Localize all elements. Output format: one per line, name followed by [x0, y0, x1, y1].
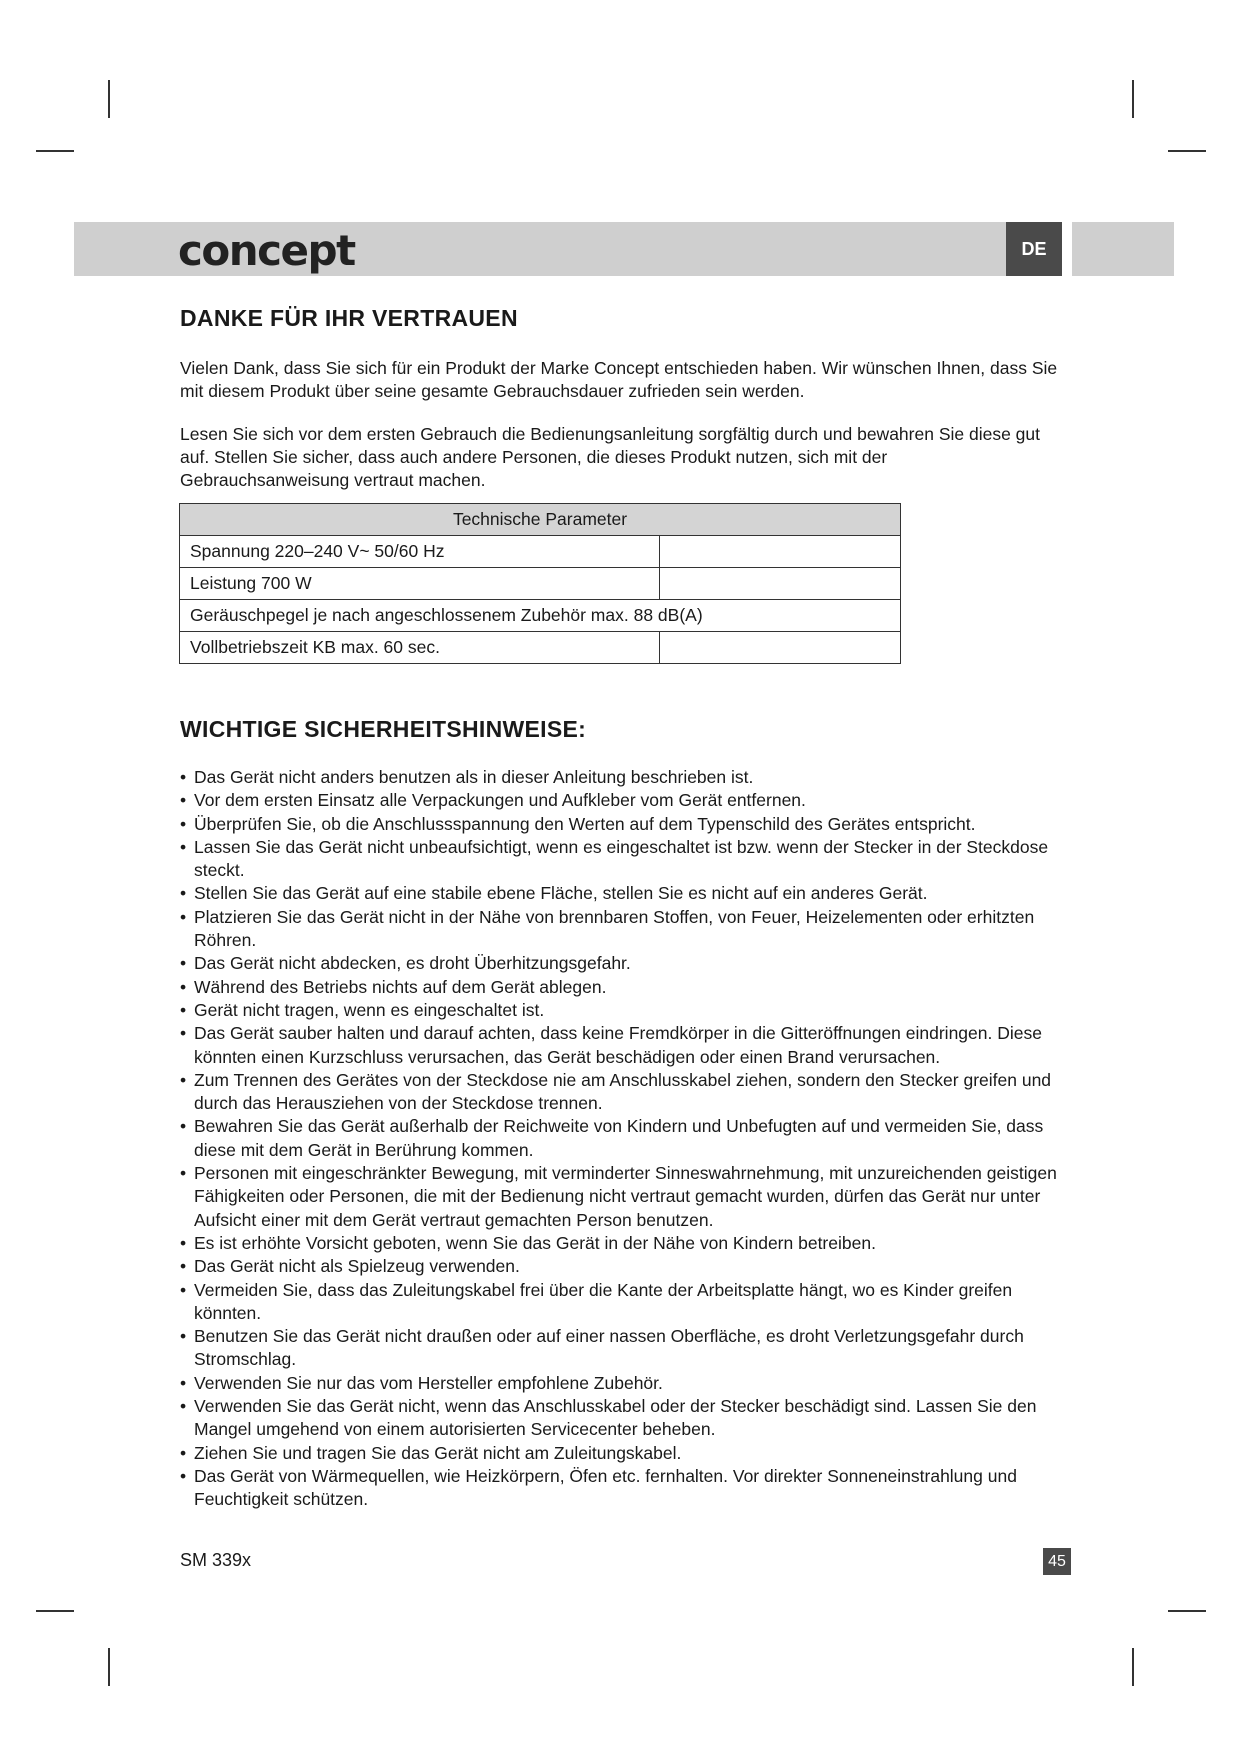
- list-item-text: Überprüfen Sie, ob die Anschlussspannung den Werten auf dem Typenschild des Gerätes entspricht.: [194, 813, 976, 834]
- list-item: [180, 1162, 1065, 1232]
- list-item-text: Das Gerät nicht anders benutzen als in dieser Anleitung beschrieben ist.: [194, 767, 754, 787]
- page-number: 45: [1043, 1548, 1071, 1575]
- table-row: [180, 600, 901, 632]
- list-item: [180, 836, 1065, 883]
- list-item: [180, 1395, 1065, 1442]
- bullet-icon: •: [180, 1256, 187, 1277]
- bullet-icon: •: [180, 976, 187, 997]
- crop-mark: [108, 80, 110, 118]
- list-item-text: Das Gerät nicht als Spielzeug verwenden.: [194, 1256, 520, 1277]
- bullet-icon: •: [180, 1232, 187, 1253]
- table-row: [180, 536, 901, 568]
- crop-mark: [36, 150, 74, 152]
- crop-mark: [1132, 1648, 1134, 1686]
- list-item-text: Personen mit eingeschränkter Bewegung, mit verminderter Sinneswahrnehmung, mit unzureichenden geistigen Fähigkeiten oder Personen, die mit der Bedienung nicht vertraut gemacht wurden, dürfen das Gerät nur unter Aufsicht einer mit dem Gerät vertraut gemachten Person benutzen.: [194, 1163, 1057, 1230]
- bullet-icon: •: [180, 1442, 187, 1463]
- crop-mark: [1168, 1610, 1206, 1612]
- list-item: [180, 1442, 1065, 1465]
- bullet-icon: •: [180, 836, 187, 857]
- bullet-icon: •: [180, 1023, 187, 1044]
- list-item: [180, 1069, 1065, 1116]
- bullet-icon: •: [180, 953, 187, 974]
- list-item: [180, 1255, 1065, 1278]
- intro-paragraph-2: [180, 423, 1060, 492]
- bullet-icon: •: [180, 1116, 187, 1137]
- table-cell: Spannung 220–240 V~ 50/60 Hz: [180, 536, 660, 568]
- list-item: [180, 976, 1065, 999]
- crop-mark: [1168, 150, 1206, 152]
- intro-paragraph-1: [180, 357, 1060, 403]
- table-cell-empty: [660, 536, 901, 568]
- language-badge: DE: [1006, 222, 1062, 276]
- list-item: [180, 1115, 1065, 1162]
- list-item-text: Das Gerät nicht abdecken, es droht Überhitzungsgefahr.: [194, 953, 631, 974]
- crop-mark: [108, 1648, 110, 1686]
- list-item: [180, 789, 1065, 812]
- crop-mark: [1132, 80, 1134, 118]
- list-item: [180, 1372, 1065, 1395]
- list-item-text: Ziehen Sie und tragen Sie das Gerät nicht am Zuleitungskabel.: [194, 1442, 682, 1463]
- list-item-text: Das Gerät von Wärmequellen, wie Heizkörpern, Öfen etc. fernhalten. Vor direkter Sonneneinstrahlung und Feuchtigkeit schützen.: [194, 1465, 1017, 1510]
- intro-text-2: Lesen Sie sich vor dem ersten Gebrauch die Bedienungsanleitung sorgfältig durch und bewahren Sie diese gut auf. Stellen Sie sicher, dass auch andere Personen, die dieses Produkt nutzen, sich mit der Gebrauchsanweisung vertraut machen.: [180, 424, 1040, 490]
- list-item-text: Platzieren Sie das Gerät nicht in der Nähe von brennbaren Stoffen, von Feuer, Heizelementen oder erhitzten Röhren.: [194, 906, 1035, 951]
- table-cell: Leistung 700 W: [180, 568, 660, 600]
- bullet-icon: •: [180, 1396, 187, 1417]
- list-item: [180, 999, 1065, 1022]
- list-item-text: Zum Trennen des Gerätes von der Steckdose nie am Anschlusskabel ziehen, sondern den Stecker greifen und durch das Herausziehen von der Steckdose trennen.: [194, 1069, 1052, 1114]
- bullet-icon: •: [180, 767, 187, 787]
- table-cell-empty: [660, 632, 901, 664]
- bullet-icon: •: [180, 813, 187, 834]
- list-item-text: Benutzen Sie das Gerät nicht draußen oder auf einer nassen Oberfläche, es droht Verletzungsgefahr durch Stromschlag.: [194, 1326, 1024, 1370]
- brand-logo: concept: [178, 226, 355, 275]
- crop-mark: [36, 1610, 74, 1612]
- header-divider: [1062, 222, 1072, 276]
- intro-title: DANKE FÜR IHR VERTRAUEN: [180, 305, 518, 331]
- bullet-icon: •: [180, 883, 187, 904]
- list-item-text: Vor dem ersten Einsatz alle Verpackungen und Aufkleber vom Gerät entfernen.: [194, 790, 806, 811]
- intro-text-1: Vielen Dank, dass Sie sich für ein Produkt der Marke Concept entschieden haben. Wir wünschen Ihnen, dass Sie mit diesem Produkt über seine gesamte Gebrauchsdauer zufrieden sein werden.: [180, 358, 1058, 401]
- list-item-text: Stellen Sie das Gerät auf eine stabile ebene Fläche, stellen Sie es nicht auf ein anderes Gerät.: [194, 883, 928, 904]
- bullet-icon: •: [180, 906, 187, 927]
- model-number: SM 339x: [180, 1550, 252, 1570]
- list-item-text: Lassen Sie das Gerät nicht unbeaufsichtigt, wenn es eingeschaltet ist bzw. wenn der Stecker in der Steckdose steckt.: [194, 836, 1049, 881]
- list-item: [180, 1022, 1065, 1069]
- list-item-text: Während des Betriebs nichts auf dem Gerät ablegen.: [194, 976, 607, 997]
- list-item: [180, 906, 1065, 953]
- table-cell: Vollbetriebszeit KB max. 60 sec.: [180, 632, 660, 664]
- list-item: [180, 1325, 1065, 1372]
- list-item: [180, 813, 1065, 836]
- list-item: [180, 1279, 1065, 1326]
- header-band: [74, 222, 1174, 276]
- bullet-icon: •: [180, 1465, 187, 1486]
- safety-title: WICHTIGE SICHERHEITSHINWEISE:: [180, 716, 587, 742]
- table-row: [180, 568, 901, 600]
- bullet-icon: •: [180, 1279, 187, 1300]
- list-item-text: Das Gerät sauber halten und darauf achten, dass keine Fremdkörper in die Gitteröffnungen eindringen. Diese könnten einen Kurzschluss verursachen, das Gerät beschädigen oder einen Brand verursachen.: [194, 1023, 1042, 1067]
- bullet-icon: •: [180, 999, 187, 1020]
- bullet-icon: •: [180, 1069, 187, 1090]
- safety-section: [180, 716, 1060, 743]
- list-item-text: Vermeiden Sie, dass das Zuleitungskabel frei über die Kante der Arbeitsplatte hängt, wo es Kinder greifen könnten.: [194, 1279, 1013, 1323]
- list-item: [180, 882, 1065, 905]
- list-item: [180, 1465, 1065, 1512]
- list-item-text: Gerät nicht tragen, wenn es eingeschaltet ist.: [194, 999, 545, 1020]
- list-item-text: Verwenden Sie nur das vom Hersteller empfohlene Zubehör.: [194, 1372, 663, 1393]
- bullet-icon: •: [180, 1163, 187, 1184]
- technical-parameters-table: [179, 503, 901, 664]
- safety-list: [180, 766, 1065, 1512]
- list-item: [180, 766, 1065, 789]
- table-header-row: [180, 504, 901, 536]
- intro-section: [180, 305, 1060, 332]
- table-row: [180, 632, 901, 664]
- list-item: [180, 1232, 1065, 1255]
- bullet-icon: •: [180, 1326, 187, 1347]
- list-item-text: Es ist erhöhte Vorsicht geboten, wenn Sie das Gerät in der Nähe von Kindern betreiben.: [194, 1232, 876, 1253]
- bullet-icon: •: [180, 790, 187, 811]
- bullet-icon: •: [180, 1372, 187, 1393]
- table-cell-empty: [660, 568, 901, 600]
- list-item-text: Bewahren Sie das Gerät außerhalb der Reichweite von Kindern und Unbefugten auf und vermeiden Sie, dass diese mit dem Gerät in Berührung kommen.: [194, 1116, 1044, 1160]
- table-header: Technische Parameter: [180, 504, 901, 536]
- list-item-text: Verwenden Sie das Gerät nicht, wenn das Anschlusskabel oder der Stecker beschädigt sind. Lassen Sie den Mangel umgehend von einem autorisierten Servicecenter beheben.: [194, 1396, 1037, 1440]
- list-item: [180, 952, 1065, 975]
- table-cell: Geräuschpegel je nach angeschlossenem Zubehör max. 88 dB(A): [180, 600, 901, 632]
